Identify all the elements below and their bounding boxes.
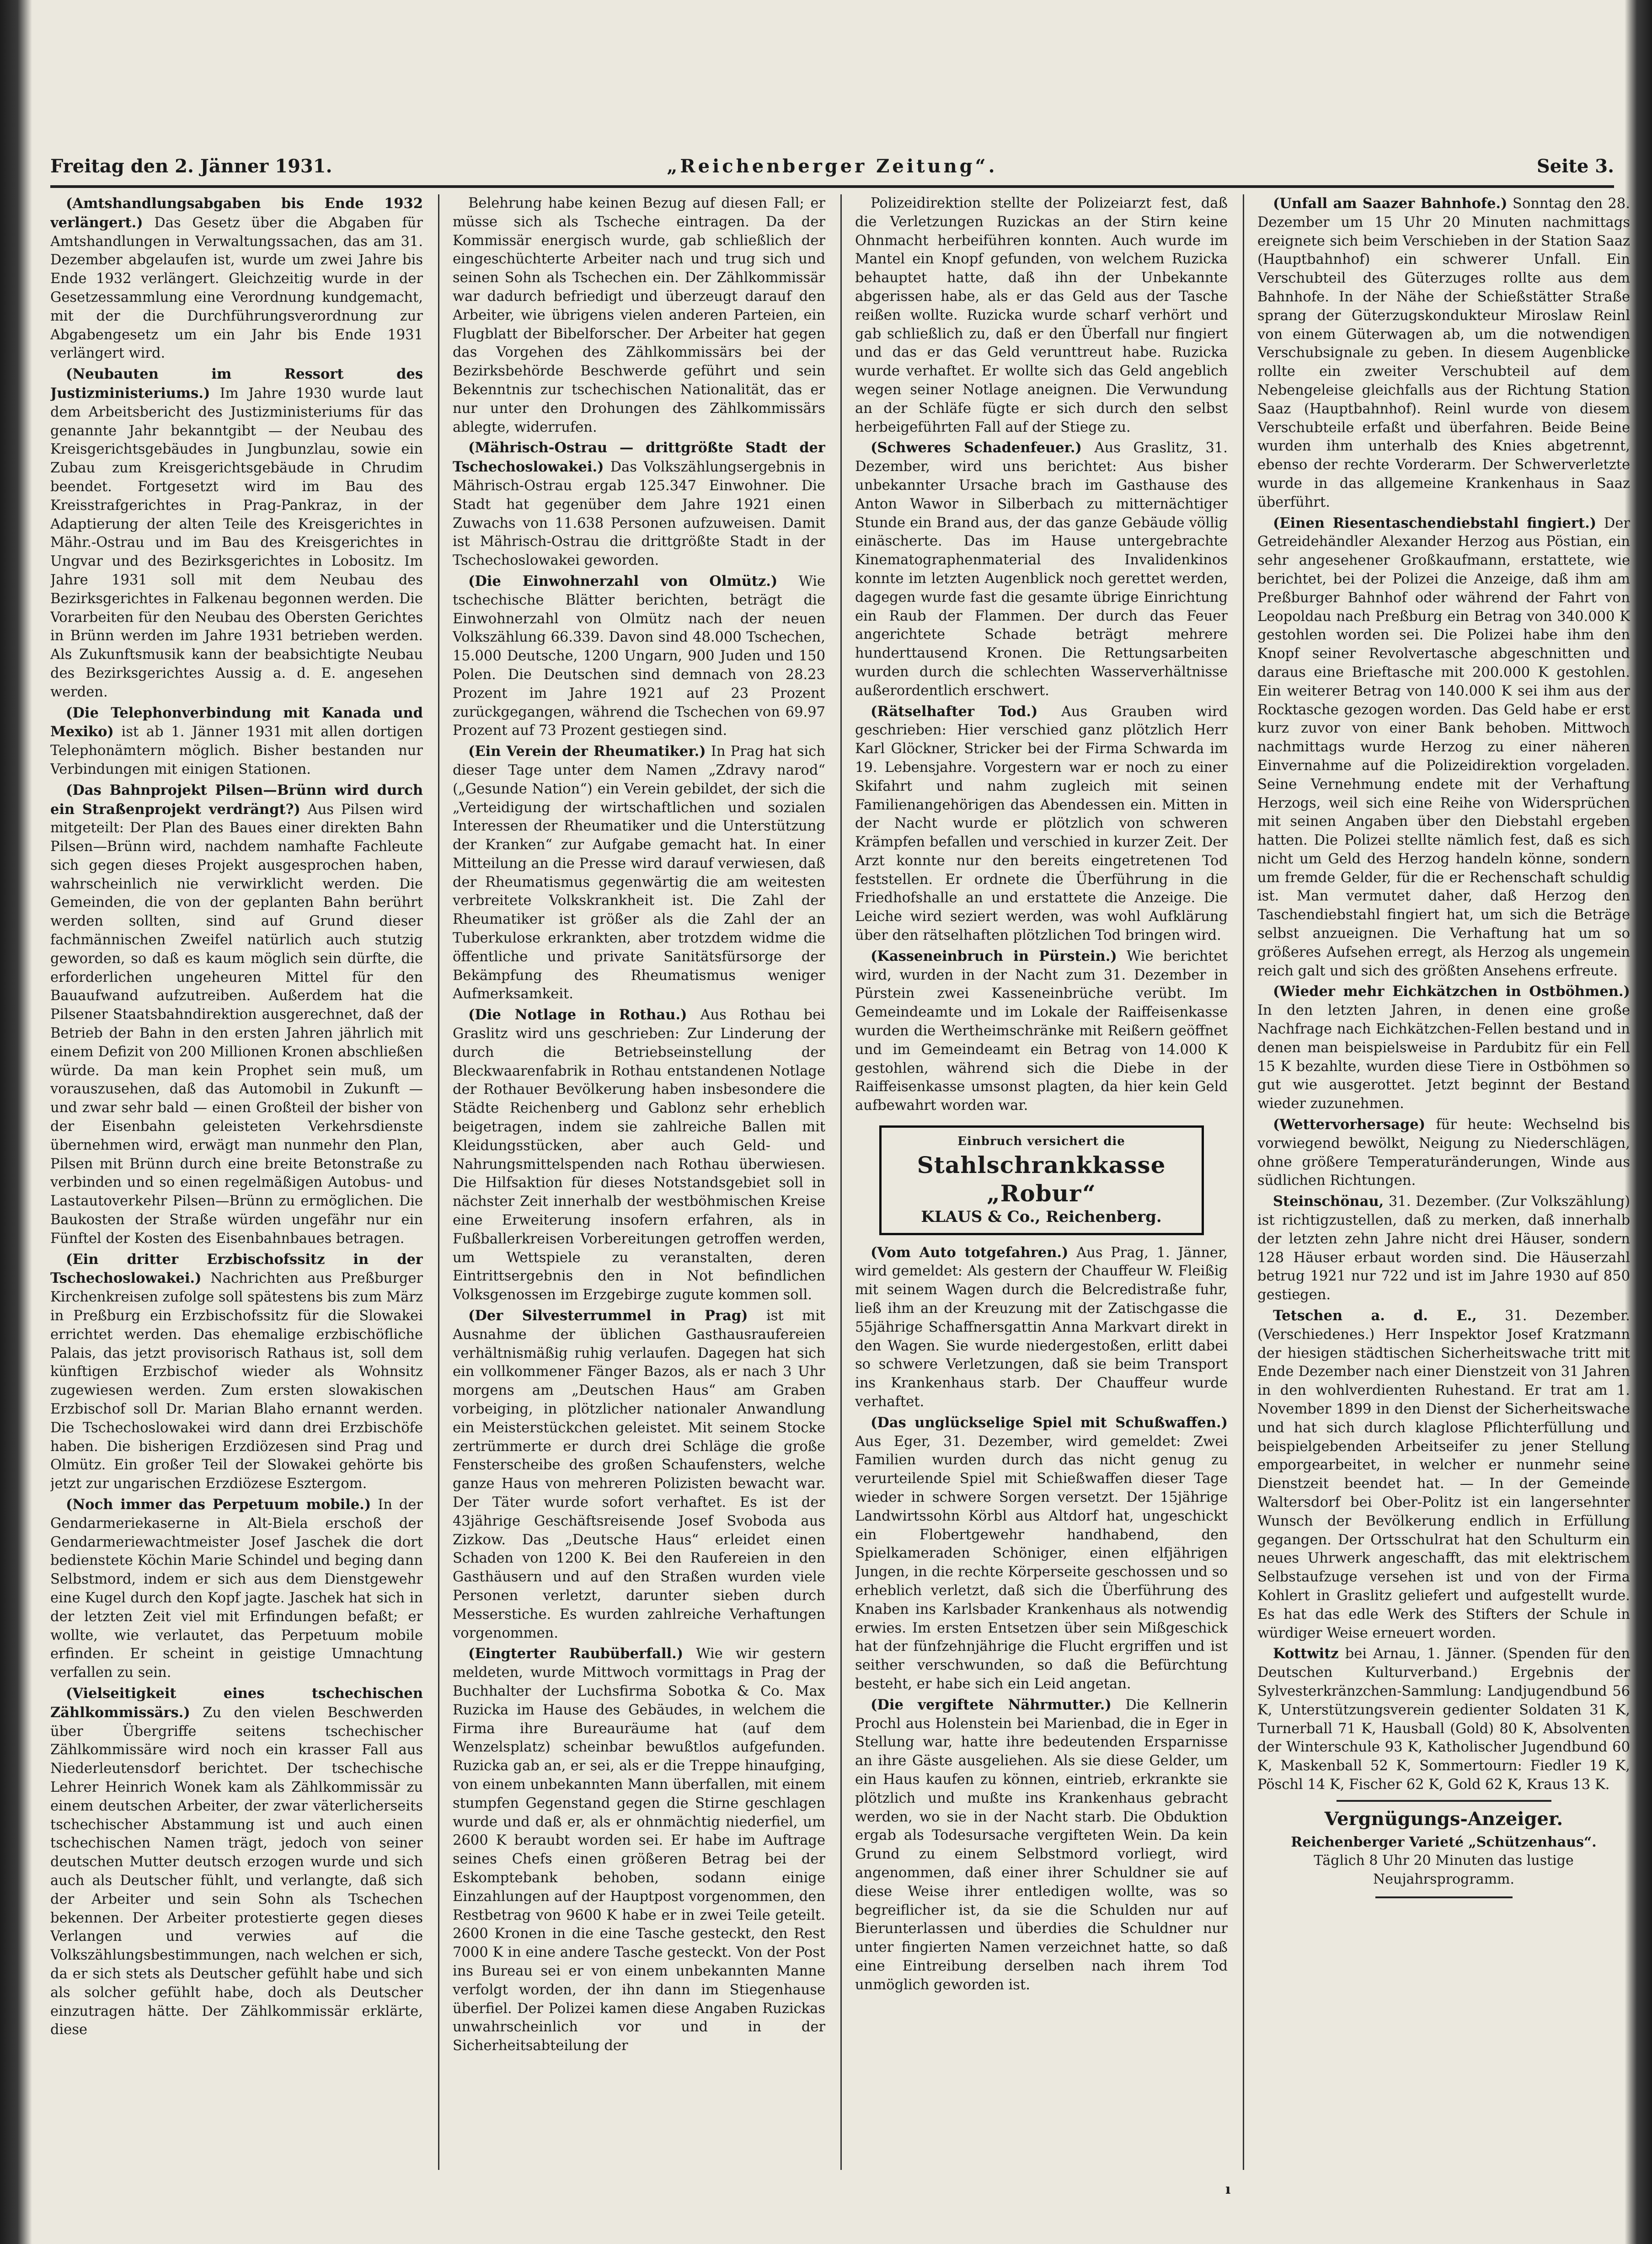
article-headline: (Die Telephonverbindung mit Kanada und Mexiko) <box>50 704 423 740</box>
article-paragraph <box>453 572 825 740</box>
article-paragraph <box>855 1243 1228 1412</box>
column-divider <box>840 194 842 2170</box>
article-body: Aus Prag, 1. Jänner, wird gemeldet: Als gestern der Chauffeur W. Fleißig mit seinem Wagen durch die Belcredistraße fuhr, ließ ihm an der Kreuzung mit der Zatischgasse die 55jährige Schaffnersgattin Anna Markvart direkt in den Wagen. Sie wurde niedergestoßen, erlitt dabei so schwere Verletzungen, daß sie beim Transport ins Krankenhaus starb. Der Chauffeur wurde verhaftet. <box>855 1244 1228 1410</box>
article-headline: (Vom Auto totgefahren.) <box>871 1244 1069 1261</box>
amusement-rule <box>1337 1800 1551 1802</box>
article-body: Das Volkszählungsergebnis in Mährisch-Ostrau ergab 125.347 Einwohner. Die Stadt hat gegenüber dem Jahre 1921 einen Zuwachs von 11.638 Personen aufzuweisen. Damit ist Mährisch-Ostrau die drittgrößte Stadt in der Tschechoslowakei geworden. <box>453 459 825 569</box>
article-body: Der Getreidehändler Alexander Herzog aus Pöstian, ein sehr angesehener Großkaufmann, erstattete, wie berichtet, bei der Polizei die Anzeige, daß ihm am Preßburger Bahnhof oder während der Fahrt von Leopoldau nach Preßburg ein Betrag von 340.000 K gestohlen worden sei. Die Polizei habe ihm den Knopf seiner Revolvertasche abgeschnitten und daraus eine Brieftasche mit 200.000 K gestohlen. Ein weiterer Betrag von 140.000 K sei ihm aus der Rocktasche gezogen worden. Das Geld habe er erst kurz zuvor von einer Bank behoben. Mittwoch nachmittags wurde Herzog zu einer näheren Einvernahme auf die Polizeidirektion vorgeladen. Seine Vernehmung endete mit der Verhaftung Herzogs, weil sich eine Reihe von Widersprüchen mit seinen Angaben über den Diebstahl ergeben hatten. Die Polizei stellte nämlich fest, daß es sich nicht um Geld des Herzog handeln könne, sondern um fremde Gelder, für die er Rechenschaft schuldig ist. Man vermutet daher, daß Herzog den Taschendiebstahl fingiert hat, um sich die Beträge selbst anzueignen. Die Verhaftung hat um so größeres Aufsehen erregt, als Herzog als ungemein reich galt und sich des größten Ansehens erfreute. <box>1257 515 1630 979</box>
article-headline: (Der Silvesterrummel in Prag) <box>468 1307 748 1324</box>
article-paragraph <box>1257 514 1630 981</box>
article-headline: Kottwitz <box>1273 1645 1339 1662</box>
article-headline: (Ein Verein der Rheumatiker.) <box>468 743 706 760</box>
ad-line2: Stahlschrankkasse „Robur“ <box>917 1151 1166 1207</box>
article-body: Im Jahre 1930 wurde laut dem Arbeitsbericht des Justizministeriums für das genannte Jahr bekanntgibt — der Neubau des Kreisgerichtsgebäudes in Jungbunzlau, sowie ein Zubau zum Kreisgerichtsgebäude in Chrudim beendet. Fortgesetzt wird im Bau des Kreisstrafgerichtes in Prag-Pankraz, in der Adaptierung der alten Teile des Kreisgerichtes in Mähr.-Ostrau und im Bau des Kreisgerichtes in Ungvar und des Bezirksgerichtes in Lobositz. Im Jahre 1931 soll mit dem Neubau des Bezirksgerichtes in Falkenau begonnen werden. Die Vorarbeiten für den Neubau des Obersten Gerichtes in Brünn werden im Jahre 1931 betrieben werden. Als Zukunftsmusik kann der beabsichtigte Neubau des Bezirksgerichtes Aussig a. d. E. angesehen werden. <box>50 385 423 700</box>
column-divider <box>1243 194 1244 2170</box>
article-paragraph <box>50 1495 423 1682</box>
article-body: Die Kellnerin Prochl aus Holenstein bei Marienbad, die in Eger in Stellung war, hatte ihre bedeutenden Ersparnisse an ihre Gäste ausgeliehen. Als sie diese Gelder, um ein Haus kaufen zu können, eintrieb, erkrankte sie plötzlich und mußte ins Krankenhaus gebracht werden, wo sie in der Nacht starb. Die Obduktion ergab als Todesursache vergifteten Wein. Da kein Grund zu einem Selbstmord vorliegt, wird angenommen, daß einer ihrer Schuldner sie auf diese Weise ihrer entledigen wollte, was so begreiflicher ist, da sie die Schulden nur auf Bierunterlassen und überdies die Schuldner nur unter fingierten Namen verzeichnet hatte, so daß eine Eintreibung derselben nach ihrem Tod unmöglich geworden ist. <box>855 1697 1228 1993</box>
article-body: Belehrung habe keinen Bezug auf diesen Fall; er müsse sich als Tscheche eintragen. Da der Kommissär energisch wurde, gab schließlich der eingeschüchterte Arbeiter nach und trug sich und seinen Sohn als Tschechen ein. Der Zählkommissär war dadurch befriedigt und überzeugt darauf den Arbeiter, wie übrigens vielen anderen Parteien, ein Flugblatt der Bibelforscher. Der Arbeiter hat gegen das Vorgehen des Zählkommissärs bei der Bezirksbehörde Beschwerde geführt und sein Bekenntnis zur tschechischen Nationalität, das er nur unter den Drohungen des Zählkommissärs ablegte, widerrufen. <box>453 195 825 435</box>
article-headline: Tetschen a. d. E., <box>1273 1307 1477 1324</box>
robur-advertisement <box>879 1125 1204 1235</box>
article-body: Das Gesetz über die Abgaben für Amtshandlungen in Verwaltungssachen, das am 31. Dezember abgelaufen ist, wurde um zwei Jahre bis Ende 1932 verlängert. Gleichzeitig wurde in der Gesetzessammlung eine Verordnung kundgemacht, mit der die Durchführungsverordnung zur Abgabengesetz um ein Jahr bis Ende 1931 verlängert wird. <box>50 214 423 362</box>
article-headline: (Die Notlage in Rothau.) <box>468 1007 687 1023</box>
article-headline: (Kasseneinbruch in Pürstein.) <box>871 948 1117 964</box>
article-paragraph <box>453 1644 825 2056</box>
article-body: Aus Graslitz, 31. Dezember, wird uns berichtet: Aus bisher unbekannter Ursache brach im Gasthause des Anton Wawor in Silberbach zu mitternächtiger Stunde ein Brand aus, der das ganze Gebäude völlig einäscherte. Das im Hause untergebrachte Kinematographenmaterial des Invalidenkinos konnte im letzten Augenblick noch gerettet werden, dagegen wurde fast die gesamte übrige Einrichtung ein Raub der Flammen. Der durch das Feuer angerichtete Schade beträgt mehrere hunderttausend Kronen. Die Rettungsarbeiten wurden durch die schlechten Wasserverhältnisse außerordentlich erschwert. <box>855 440 1228 699</box>
article-body: 31. Dezember. (Verschiedenes.) Herr Inspektor Josef Kratzmann der hiesigen städtischen Sicherheitswache tritt mit Ende Dezember nach einer Dienstzeit von 31 Jahren in den wohlverdienten Ruhestand. Er trat am 1. November 1899 in den Dienst der Sicherheitswache und hat sich durch klaglose Pflichterfüllung und beispielgebenden Arbeitseifer zu jener Stellung emporgearbeitet, in welcher er nunmehr seine Dienstzeit beendet hat. — In der Gemeinde Waltersdorf bei Ober-Politz ist ein langersehnter Wunsch der Bevölkerung endlich in Erfüllung gegangen. Der Ortsschulrat hat den Schulturm ein neues Uhrwerk angeschafft, das mit elektrischem Selbstaufzuge versehen ist und von der Firma Kohlert in Graslitz geliefert und aufgestellt wurde. Es hat das edle Werk des Stifters der Schule in würdiger Weise erneuert worden. <box>1257 1308 1630 1641</box>
article-paragraph <box>1257 1644 1630 1794</box>
article-paragraph <box>453 1307 825 1643</box>
column-4 <box>1257 194 1630 2188</box>
issue-date: Freitag den 2. Jänner 1931. <box>50 155 332 177</box>
article-body: Wie tschechische Blätter berichten, beträgt die Einwohnerzahl von Olmütz nach der neuen Volkszählung 66.339. Davon sind 48.000 Tschechen, 15.000 Deutsche, 1200 Ungarn, 900 Juden und 150 Polen. Die Deutschen sind demnach von 28.23 Prozent im Jahre 1921 auf 23 Prozent zurückgegangen, während die Tschechen von 69.97 Prozent auf 73 Prozent gestiegen sind. <box>453 573 825 739</box>
article-headline: (Die vergiftete Nährmutter.) <box>871 1696 1112 1713</box>
amusement-venue: Reichenberger Varieté „Schützenhaus“. <box>1291 1834 1597 1850</box>
article-paragraph <box>453 1006 825 1305</box>
article-paragraph <box>855 439 1228 700</box>
article-headline: (Rätselhafter Tod.) <box>871 703 1038 720</box>
article-headline: (Einen Riesentaschendiebstahl fingiert.) <box>1273 514 1597 531</box>
article-body: Wie wir gestern meldeten, wurde Mittwoch vormittags in Prag der Buchhalter der Luchsfirma Sobotka & Co. Max Ruzicka im Hause des Gebäudes, in welchem die Firma ihre Bureauräume hat (auf dem Wenzelsplatz) scheinbar bewußtlos aufgefunden. Ruzicka gab an, er sei, als er die Treppe hinaufging, von einem unbekannten Mann überfallen, mit einem stumpfen Gegenstand gegen die Stirne geschlagen wurde und daß er, als er ohnmächtig niederfiel, um 2600 K beraubt worden sei. Er habe im Auftrage seines Chefs einen größeren Betrag bei der Eskomptebank behoben, sodann einige Einzahlungen auf der Hauptpost vorgenommen, den Restbetrag von 9600 K habe er in zwei Teile geteilt. 2600 Kronen in die eine Tasche gesteckt, den Rest 7000 K in eine andere Tasche gesteckt. Von der Post ins Bureau sei er von einem unbekannten Manne verfolgt worden, der ihn dann im Stiegenhause überfiel. Der Polizei kamen diese Angaben Ruzickas unwahrscheinlich vor und in der Sicherheitsabteilung der <box>453 1646 825 2054</box>
article-body: für heute: Wechselnd bis vorwiegend bewölkt, Neigung zu Niederschlägen, ohne größere Temperaturänderungen, Winde aus südlichen Richtungen. <box>1257 1117 1630 1189</box>
article-body: In den letzten Jahren, in denen eine große Nachfrage nach Eichkätzchen-Fellen bestand und in denen man beispielsweise in Pardubitz für ein Fell 15 K bezahlte, wurden diese Tiere in Ostböhmen so gut wie ausgerottet. Jetzt beginnt der Bestand wieder zuzunehmen. <box>1257 1002 1630 1112</box>
article-body: ist mit Ausnahme der üblichen Gasthausraufereien verhältnismäßig ruhig verlaufen. Dagegen hat sich ein vollkommener Fänger Bazos, als er nach 3 Uhr morgens am „Deutschen Haus“ am Graben vorbeiging, in plötzlicher nationaler Anwandlung ein Meisterstückchen geleistet. Mit seinem Stocke zertrümmerte er durch drei Schläge die große Fensterscheibe des großen Schaufensters, welche ganze Haus von mehreren Polizisten bewacht war. Der Täter wurde sofort verhaftet. Es ist der 43jährige Geschäftsreisende Josef Svoboda aus Zizkow. Das „Deutsche Haus“ erleidet einen Schaden von 1200 K. Bei den Raufereien in den Gasthäusern und auf den Straßen wurden viele Personen verletzt, darunter sieben durch Messerstiche. Es wurden zahlreiche Verhaftungen vorgenommen. <box>453 1308 825 1641</box>
article-body: Aus Grauben wird geschrieben: Hier verschied ganz plötzlich Herr Karl Glöckner, Stricker bei der Firma Schwarda im 19. Lebensjahre. Vorgestern war er noch zu einer Skifahrt und nahm zugleich mit seinen Familienangehörigen das Abendessen ein. Mitten in der Nacht wurde er plötzlich von schweren Krämpfen befallen und verschied in kurzer Zeit. Der Arzt konnte nur den bereits eingetretenen Tod feststellen. Er ordnete die Überführung in die Friedhofshalle an und erstattete die Anzeige. Die Leiche wird seziert werden, was wohl Aufklärung über den rätselhaften plötzlichen Tod bringen wird. <box>855 703 1228 944</box>
article-body: 31. Dezember. (Zur Volkszählung) ist richtigzustellen, daß zu merken, daß innerhalb der letzten zehn Jahre nicht drei Häuser, sondern 128 Häuser erbaut worden sind. Die Häuserzahl betrug 1921 nur 722 und ist im Jahre 1930 auf 850 gestiegen. <box>1257 1194 1630 1303</box>
article-headline: (Die Einwohnerzahl von Olmütz.) <box>468 573 778 589</box>
article-paragraph <box>453 194 825 437</box>
article-paragraph <box>453 742 825 1004</box>
ad-line3: KLAUS & Co., Reichenberg. <box>921 1207 1162 1226</box>
amusement-end-rule <box>1375 1896 1513 1898</box>
column-2 <box>453 194 825 2188</box>
article-body: ist ab 1. Jänner 1931 mit allen dortigen Telephonämtern möglich. Bisher bestanden nur Verbindungen mit einigen Stationen. <box>50 724 423 777</box>
article-headline: (Noch immer das Perpetuum mobile.) <box>66 1496 371 1513</box>
amusement-title: Vergnügungs-Anzeiger. <box>1324 1808 1563 1830</box>
article-headline: (Amtshandlungsabgaben bis Ende 1932 verlängert.) <box>50 195 423 231</box>
article-paragraph <box>855 702 1228 945</box>
article-paragraph <box>855 1414 1228 1694</box>
column-divider <box>438 194 439 2170</box>
column-1 <box>50 194 423 2188</box>
article-body: Nachrichten aus Preßburger Kirchenkreisen zufolge soll spätestens bis zum März in Preßburg ein Erzbischofssitz für die Slowakei errichtet werden. Das ehemalige erzbischöfliche Palais, das jetzt provisorisch Rathaus ist, soll dem künftigen Erzbischof wieder als Wohnsitz zugewiesen werden. Zum ersten slowakischen Erzbischof soll Dr. Marian Blaho ernannt werden. Die Tschechoslowakei wird dann drei Erzbischöfe haben. Die bisherigen Erzdiözesen sind Prag und Olmütz. Ein großer Teil der Slowakei gehörte bis jetzt zur ungarischen Erzdiözese Esztergom. <box>50 1270 423 1492</box>
article-body: In Prag hat sich dieser Tage unter dem Namen „Zdravy narod“ („Gesunde Nation“) ein Verein gebildet, der sich die „Verteidigung der wirtschaftlichen und sozialen Interessen der Rheumatiker und die Unterstützung der Kranken“ zur Aufgabe gemacht hat. In einer Mitteilung an die Presse wird darauf verwiesen, daß der Rheumatismus gegenwärtig die am weitesten verbreitete Volkskrankheit ist. Die Zahl der Rheumatiker ist größer als die Zahl der an Tuberkulose erkrankten, aber trotzdem widme die öffentliche und private Sanitätsfürsorge der Bekämpfung des Rheumatismus weniger Aufmerksamkeit. <box>453 744 825 1002</box>
article-paragraph <box>453 439 825 570</box>
article-body: Zu den vielen Beschwerden über Übergriffe seitens tschechischer Zählkommissäre wird noch ein krasser Fall aus Niederleutensdorf berichtet. Der tschechische Lehrer Heinrich Wonek kam als Zählkommissär zu einem deutschen Arbeiter, der zwar väterlicherseits tschechischer Abstammung ist und auch einen tschechischen Namen trägt, jedoch von seiner deutschen Mutter deutsch erzogen wurde und sich auch als Deutscher fühlt, und verlangte, daß sich der Arbeiter und sein Sohn als Tschechen bekennen. Der Arbeiter protestierte gegen dieses Verlangen und verwies auf die Volkszählungsbestimmungen, nach welchen er sich, da er sich stets als Deutscher gefühlt habe und sich als solcher gefühlt habe, doch als Deutscher einzutragen hätte. Der Zählkommissär erklärte, diese <box>50 1704 423 2038</box>
article-headline: (Ein dritter Erzbischofssitz in der Tschechoslowakei.) <box>50 1251 423 1287</box>
amusement-text: Täglich 8 Uhr 20 Minuten das lustige Neujahrsprogramm. <box>1314 1853 1574 1888</box>
article-headline: (Neubauten im Ressort des Justizministeriums.) <box>50 366 423 402</box>
footer-mark: ı <box>1225 2181 1231 2197</box>
article-paragraph <box>50 704 423 779</box>
article-paragraph <box>855 194 1228 437</box>
article-paragraph <box>1257 194 1630 512</box>
ad-line1: Einbruch versichert die <box>957 1135 1125 1149</box>
article-headline: (Schweres Schadenfeuer.) <box>871 439 1082 456</box>
article-headline: (Das unglückselige Spiel mit Schußwaffen.) <box>871 1414 1228 1431</box>
article-headline: (Wettervorhersage) <box>1273 1116 1426 1133</box>
article-paragraph <box>1257 1192 1630 1305</box>
masthead-title: „Reichenberger Zeitung“. <box>667 155 998 177</box>
article-body: bei Arnau, 1. Jänner. (Spenden für den Deutschen Kulturverband.) Ergebnis der Sylvesterkränzchen-Sammlung: Landjugendbund 56 K, Unterstützungsverein gedienter Soldaten 31 K, Turnerball 71 K, Hausball (Gold) 80 K, Absolventen der Winterschule 93 K, Katholischer Jugendbund 60 K, Maskenball 52 K, Sommertourn: Fiedler 19 K, Pöschl 14 K, Fischer 62 K, Gold 62 K, Kraus 13 K. <box>1257 1646 1630 1793</box>
article-paragraph <box>50 1250 423 1494</box>
article-paragraph <box>855 947 1228 1115</box>
article-body: Wie berichtet wird, wurden in der Nacht zum 31. Dezember in Pürstein zwei Kasseneinbrüche verübt. Im Gemeindeamte und im Lokale der Raiffeisenkasse wurden die Wertheimschränke mit Reißern geöffnet und im Gemeindeamt ein Betrag von 14.000 K gestohlen, während sich die Diebe in der Raiffeisenkasse umsonst plagten, da hier kein Geld aufbewahrt worden war. <box>855 948 1228 1114</box>
header-rule <box>50 185 1614 188</box>
article-paragraph <box>50 1684 423 2040</box>
article-paragraph <box>50 781 423 1248</box>
article-body: Sonntag den 28. Dezember um 15 Uhr 20 Minuten nachmittags ereignete sich beim Verschieben in der Station Saaz (Hauptbahnhof) ein schwerer Unfall. Ein Verschubteil des Güterzuges rollte aus dem Bahnhofe. In der Nähe der Schießstätter Straße sprang der Güterzugskondukteur Miroslaw Reinl von einem Güterwagen ab, um die notwendigen Verschubsignale zu geben. In diesem Augenblicke rollte ein zweiter Verschubteil auf dem Nebengeleise gleichfalls aus der Richtung Station Saaz (Hauptbahnhof). Reinl wurde von diesem Verschubteile erfaßt und überfahren. Beide Beine wurden ihm unterhalb des Knies abgetrennt, ebenso der rechte Vorderarm. Der Schwerverletzte wurde in das allgemeine Krankenhaus in Saaz überführt. <box>1257 196 1630 510</box>
article-body: In der Gendarmeriekaserne in Alt-Biela erschoß der Gendarmeriewachtmeister Josef Jaschek die dort bedienstete Köchin Marie Schindel und beging dann Selbstmord, indem er sich aus dem Dienstgewehr eine Kugel durch den Kopf jagte. Jaschek hat sich in der letzten Zeit viel mit Erfindungen befaßt; er wollte, wie verlautet, das Perpetuum mobile erfinden. Er scheint in geistige Umnachtung verfallen zu sein. <box>50 1496 423 1681</box>
page-number: Seite 3. <box>1536 155 1614 177</box>
article-body: Aus Eger, 31. Dezember, wird gemeldet: Zwei Familien wurden durch das nicht genug zu verurteilende Spiel mit Schießwaffen dieser Tage wieder in schwere Sorgen versetzt. Der 15jährige Landwirtssohn Körbl aus Altdorf hat, ungeschickt ein Flobertgewehr handhabend, den Spielkameraden Schöniger, einen elfjährigen Jungen, in die rechte Körperseite geschossen und so erheblich verletzt, daß sich die Überführung des Knaben ins Karlsbader Krankenhaus als notwendig erwies. Im ersten Entsetzen über sein Mißgeschick hat der fünfzehnjährige die Flucht ergriffen und ist seither verschwunden, so daß die Befürchtung besteht, er habe sich ein Leid angetan. <box>855 1433 1228 1692</box>
article-headline: (Das Bahnprojekt Pilsen—Brünn wird durch ein Straßenprojekt verdrängt?) <box>50 782 423 818</box>
amusement-listing <box>1257 1800 1630 1898</box>
article-headline: (Unfall am Saazer Bahnhofe.) <box>1273 195 1508 212</box>
article-columns <box>50 194 1630 2188</box>
article-paragraph <box>1257 982 1630 1114</box>
article-headline: (Wieder mehr Eichkätzchen in Ostböhmen.) <box>1273 983 1630 1000</box>
article-body: Aus Rothau bei Graslitz wird uns geschrieben: Zur Linderung der durch die Betriebseinstellung der Bleckwaarenfabrik in Rothau entstandenen Notlage der Rothauer Bevölkerung haben insbesondere die Städte Reichenberg und Gablonz sehr erheblich beigetragen, indem sie zahlreiche Ballen mit Kleidungsstücken, aber auch Geld- und Nahrungsmittelspenden nach Rothau überwiesen. Die Hilfsaktion für dieses Notstandsgebiet soll in nächster Zeit innerhalb der westböhmischen Kreise eine Erweiterung insofern erfahren, als in Fußballerkreisen Vorbereitungen getroffen werden, um Wettspiele zu veranstalten, deren Eintrittsergebnis den in Not befindlichen Volksgenossen im Erzgebirge zugute kommen soll. <box>453 1007 825 1303</box>
scan-edge-left <box>0 0 32 2244</box>
article-paragraph <box>855 1696 1228 1995</box>
article-headline: (Eingterter Raubüberfall.) <box>468 1645 684 1662</box>
article-body: Polizeidirektion stellte der Polizeiarzt fest, daß die Verletzungen Ruzickas an der Stirn keine Ohnmacht herbeiführen konnten. Auch wurde im Mantel ein Knopf gefunden, von welchem Ruzicka behauptet hatte, daß ihn der Unbekannte abgerissen habe, als er das Geld aus der Tasche reißen wollte. Ruzicka wurde scharf verhört und gab schließlich zu, daß er den Überfall nur fingiert und das er das Geld verunttreut habe. Ruzicka wurde verhaftet. Er wollte sich das Geld angeblich wegen seiner Notlage aneignen. Die Verwundung an der Schläfe fügte er sich durch den selbst herbeigeführten Fall auf der Stiege zu. <box>855 195 1228 435</box>
column-3 <box>855 194 1228 2188</box>
article-paragraph <box>50 365 423 702</box>
article-headline: Steinschönau, <box>1273 1193 1384 1210</box>
article-paragraph <box>50 194 423 363</box>
article-paragraph <box>1257 1115 1630 1190</box>
article-headline: (Mährisch-Ostrau — drittgrößte Stadt der Tschechoslowakei.) <box>453 439 825 476</box>
article-body: Aus Pilsen wird mitgeteilt: Der Plan des Baues einer direkten Bahn Pilsen—Brünn wird, nachdem namhafte Fachleute sich gegen dieses Projekt ausgesprochen haben, wahrscheinlich nie verwirklicht werden. Die Gemeinden, die von der geplanten Bahn berührt werden sollten, sind auf Grund dieser fachmännischen Zweifel natürlich auch stutzig geworden, so daß es kaum möglich sein dürfte, die erforderlichen ungeheuren Mittel für den Bauaufwand aufzutreiben. Außerdem hat die Pilsener Staatsbahndirektion ausgerechnet, daß der Betrieb der Bahn in den ersten Jahren jährlich mit einem Defizit von 200 Millionen Kronen abschließen würde. Da man kein Prophet sein muß, um vorauszusehen, daß das Automobil in Zukunft — und zwar sehr bald — einen Großteil der bisher von der Eisenbahn geleisteten Verkehrsdienste übernehmen wird, erwägt man nunmehr den Plan, Pilsen mit Brünn durch eine breite Betonstraße zu verbinden und so einen regelmäßigen Autobus- und Lastautoverkehr Pilsen—Brünn zu ermöglichen. Die Baukosten der Straße würden ungefähr nur ein Fünftel der Kosten des Eisenbahnbaues betragen. <box>50 801 423 1247</box>
article-headline: (Vielseitigkeit eines tschechischen Zählkommissärs.) <box>50 1685 423 1721</box>
article-paragraph <box>1257 1307 1630 1643</box>
